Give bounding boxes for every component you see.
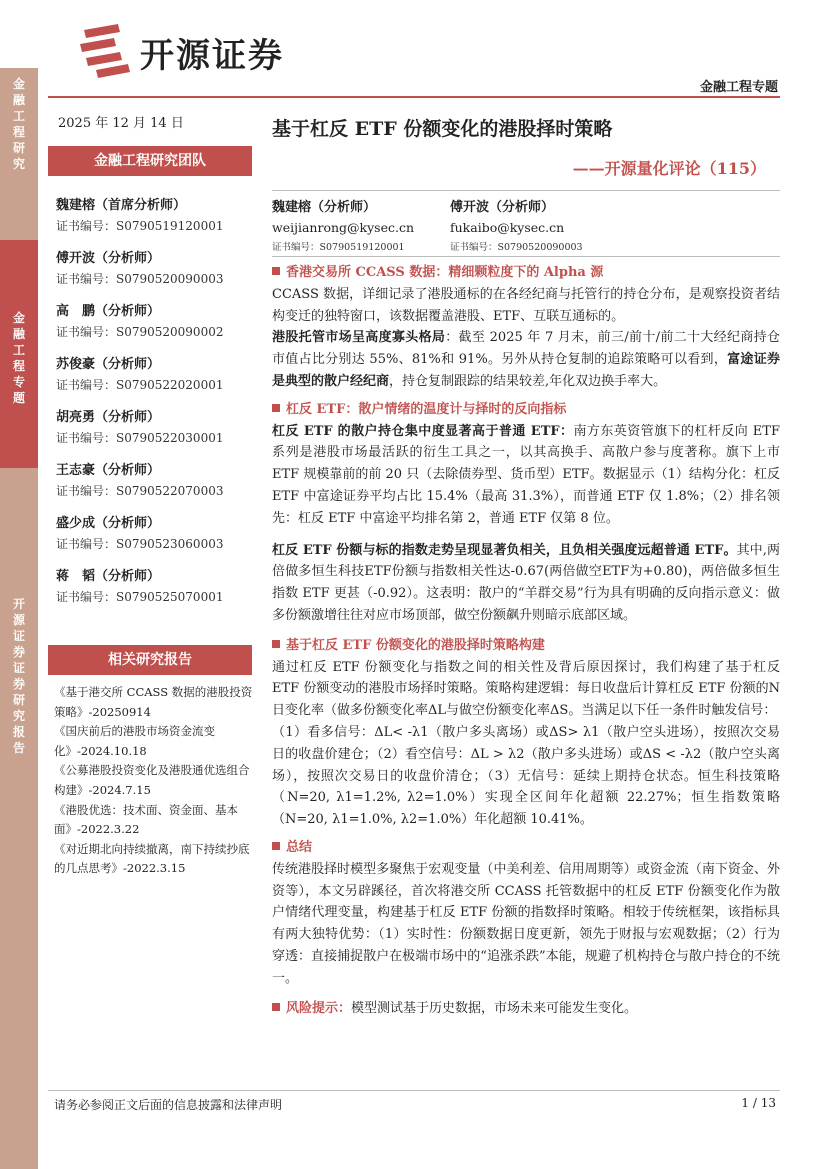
paragraph: 港股托管市场呈高度寡头格局：截至 2025 年 7 月末，前三/前十/前二十大经纪商持仓市值占比分别达 55%、81%和 91%。另外从持仓复制的追踪策略可以看到，富途证券是典型的散户经纪商，持仓复制跟踪的结果较差,年化双边换手率大。: [272, 330, 780, 389]
paragraph: 通过杠反 ETF 份额变化与指数之间的相关性及背后原因探讨，我们构建了基于杠反 ETF 份额变动的港股市场择时策略。策略构建逻辑：每日收盘后计算杠反 ETF 份额的N日变化率（做多份额变化率ΔL与做空份额变化率ΔS。当满足以下任一条件时触发信号：: [272, 659, 780, 719]
header-rule: [48, 96, 780, 98]
page-subtitle: ——开源量化评论（115）: [572, 159, 766, 178]
side-strip-1: 金融工程研究: [0, 68, 38, 240]
analyst-list: 魏建榕（首席分析师） 证书编号：S0790519120001 傅开波（分析师） 证书编号：S0790520090003 高 鹏（分析师） 证书编号：S0790520090002 苏俊豪（分析师） 证书编号：S0790522020001 胡亮勇（分析师） 证书编号：S0790522030001 王志豪（分析师） 证书编号：S0790522070003 盛少成（分析师） 证书编号：S0790523060003 蒋 韬（分析师） 证书编号：S0790525070001: [56, 198, 224, 604]
paragraph: （1）看多信号：ΔL< -λ1（散户多头离场）或ΔS> λ1（散户空头进场），按照次交易日的收盘价建仓；（2）看空信号：ΔL > λ2（散户多头进场）或ΔS < -λ2（散户空头离场），按照次交易日的收盘价清仓；（3）无信号：延续上期持仓状态。恒生科技策略（N=20, λ1=1.2%, λ2=1.0%）实现全区间年化超额 22.27%；恒生指数策略（N=20, λ1=1.0%, λ2=1.0%）年化超额 10.41%。: [272, 724, 780, 828]
bullet-square-icon: [272, 1003, 280, 1011]
paragraph: 杠反 ETF 份额与标的指数走势呈现显著负相关，且负相关强度远超普通 ETF。其中,两倍做多恒生科技ETF份额与指数相关性达-0.67(两倍做空ETF为+0.80)，两倍做多恒生指数 ETF 更甚（-0.92）。这表明：散户的“羊群交易”行为具有明确的反向指示意义：做多份额激增往往对应市场顶部，做空份额飙升则暗示底部区域。: [272, 542, 780, 623]
related-header: 相关研究报告: [48, 645, 252, 675]
side-strip-2: 金融工程专题: [0, 240, 38, 468]
brand-logo-icon: [78, 22, 138, 78]
paragraph: 杠反 ETF 的散户持仓集中度显著高于普通 ETF：南方东英资管旗下的杠杆反向 ETF 系列是港股市场最活跃的衍生工具之一，以其高换手、高散户参与度著称。旗下上市 ETF 规模靠前的前 20 只（去除债券型、货币型）ETF。数据显示（1）结构分化：杠反 ETF 中富途证券平均占比 15.4%（最高 31.3%），而普通 ETF 仅 1.8%；（2）排名领先：杠反 ETF 中富途平均排名第 2，普通 ETF 仅第 8 位。: [272, 423, 780, 526]
page-number: 1 / 13: [741, 1096, 776, 1110]
paragraph: CCASS 数据，详细记录了港股通标的在各经纪商与托管行的持仓分布，是观察投资者结构变迁的独特窗口，该数据覆盖港股、ETF、互联互通标的。: [272, 286, 780, 324]
bullet-square-icon: [272, 842, 280, 850]
bullet-square-icon: [272, 404, 280, 412]
section-heading-summary: 总结: [272, 837, 780, 859]
related-report-list: [54, 683, 256, 879]
side-strip-3: 开源证券 证券研究报告: [0, 468, 38, 1169]
related-report-item[interactable]: 《国庆前后的港股市场资金流变化》-2024.10.18: [54, 724, 215, 758]
paragraph: 传统港股择时模型多聚焦于宏观变量（中美利差、信用周期等）或资金流（南下资金、外资等），本文另辟蹊径，首次将港交所 CCASS 托管数据中的杠反 ETF 份额变化作为散户情绪代理变量，构建基于杠反 ETF 份额的指数择时策略。相较于传统框架，该指标具有两大独特优势：（1）实时性：份额数据日度更新，领先于财报与宏观数据；（2）行为穿透：直接捕捉散户在极端市场中的“追涨杀跌”本能，规避了机构持仓与散户持仓的不统一。: [272, 861, 780, 986]
related-report-item[interactable]: 《基于港交所 CCASS 数据的港股投资策略》-20250914: [54, 685, 253, 719]
report-body: [272, 262, 780, 1019]
related-report-item[interactable]: 《对近期北向持续撤离，南下持续抄底的几点思考》-2022.3.15: [54, 841, 250, 876]
bullet-square-icon: [272, 640, 280, 648]
team-header: 金融工程研究团队: [48, 146, 252, 176]
section-heading-ccass: 香港交易所 CCASS 数据：精细颗粒度下的 Alpha 源: [272, 262, 780, 284]
brand-name: 开源证券: [140, 36, 284, 76]
footer-rule: [48, 1090, 780, 1091]
related-report-item[interactable]: 《公募港股投资变化及港股通优选组合构建》-2024.7.15: [54, 763, 250, 797]
page-title: 基于杠反 ETF 份额变化的港股择时策略: [272, 118, 613, 140]
header-tag: 金融工程专题: [699, 80, 778, 95]
authors-top-rule: [272, 190, 780, 191]
footer-disclaimer[interactable]: 请务必参阅正文后面的信息披露和法律声明: [54, 1098, 283, 1112]
author-1: 魏建榕（分析师） weijianrong@kysec.cn 证书编号：S0790519120001: [272, 200, 414, 253]
section-heading-strategy: 基于杠反 ETF 份额变化的港股择时策略构建: [272, 635, 780, 657]
authors-bottom-rule: [272, 256, 780, 257]
report-date: 2025 年 12 月 14 日: [58, 116, 184, 131]
risk-warning: 风险提示：模型测试基于历史数据，市场未来可能发生变化。: [272, 998, 780, 1020]
related-report-item[interactable]: 《港股优选：技术面、资金面、基本面》-2022.3.22: [54, 802, 238, 837]
author-2: 傅开波（分析师） fukaibo@kysec.cn 证书编号：S0790520090003: [450, 200, 583, 253]
section-heading-leveraged-etf: 杠反 ETF：散户情绪的温度计与择时的反向指标: [272, 399, 780, 421]
bullet-square-icon: [272, 267, 280, 275]
